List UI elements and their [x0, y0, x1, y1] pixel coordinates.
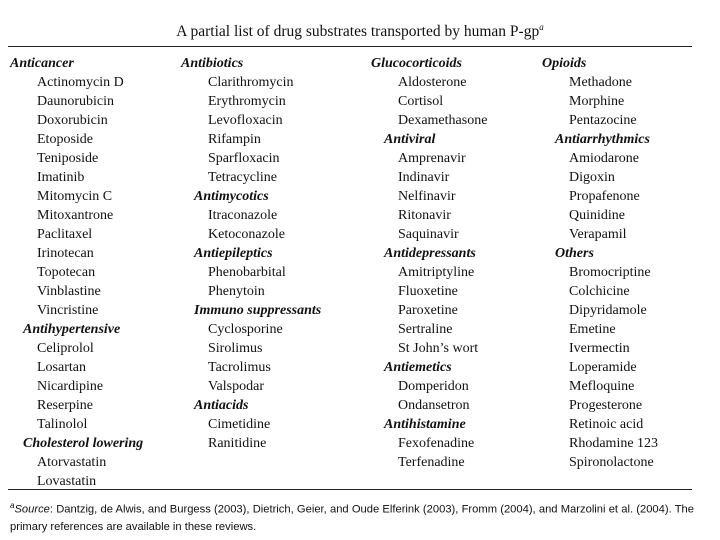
title-footnote-mark: a [539, 22, 544, 32]
drug-name: Morphine [569, 94, 625, 109]
category-heading: Opioids [542, 56, 587, 71]
drug-name: Irinotecan [37, 246, 94, 261]
drug-name: Clarithromycin [208, 75, 294, 90]
table-title [0, 22, 720, 41]
drug-name: Amiodarone [569, 151, 639, 166]
drug-name: Celiprolol [37, 341, 94, 356]
drug-name: Talinolol [37, 417, 88, 432]
drug-name: Progesterone [569, 398, 643, 413]
drug-name: Terfenadine [398, 455, 465, 470]
footnote-mark: a [10, 501, 15, 510]
drug-name: Sparfloxacin [208, 151, 280, 166]
category-heading: Antihypertensive [23, 322, 121, 337]
category-heading: Antiarrhythmics [555, 132, 650, 147]
column-1 [10, 54, 143, 491]
drug-name: Loperamide [569, 360, 637, 375]
drug-name: Lovastatin [37, 474, 97, 489]
drug-name: Cortisol [398, 94, 444, 109]
drug-name: Rhodamine 123 [569, 436, 659, 451]
drug-name: Tacrolimus [208, 360, 271, 375]
footnote [10, 497, 694, 536]
drug-name: Amitriptyline [398, 265, 475, 280]
category-heading: Antiviral [384, 132, 436, 147]
category-heading: Antiepileptics [194, 246, 273, 261]
category-heading: Cholesterol lowering [23, 436, 144, 451]
drug-name: Dexamethasone [398, 113, 488, 128]
drug-name: Mefloquine [569, 379, 635, 394]
drug-name: Sertraline [398, 322, 453, 337]
column-2 [181, 54, 321, 453]
drug-name: Nicardipine [37, 379, 104, 394]
drug-name: Retinoic acid [569, 417, 644, 432]
category-heading: Antimycotics [194, 189, 269, 204]
drug-name: Cyclosporine [208, 322, 283, 337]
drug-name: Mitoxantrone [37, 208, 114, 223]
drug-name: Digoxin [569, 170, 615, 185]
category-heading: Antibiotics [181, 56, 244, 71]
drug-name: Ondansetron [398, 398, 470, 413]
drug-name: Verapamil [569, 227, 627, 242]
drug-name: Actinomycin D [37, 75, 124, 90]
drug-name: Domperidon [398, 379, 469, 394]
drug-name: Amprenavir [398, 151, 466, 166]
drug-name: Doxorubicin [37, 113, 108, 128]
drug-name: Teniposide [37, 151, 99, 166]
drug-name: Methadone [569, 75, 632, 90]
drug-name: Phenobarbital [208, 265, 286, 280]
drug-name: Fluoxetine [398, 284, 458, 299]
category-heading: Glucocorticoids [371, 56, 462, 71]
drug-name: Mitomycin C [37, 189, 113, 204]
drug-name: Sirolimus [208, 341, 263, 356]
drug-name: Paroxetine [398, 303, 458, 318]
drug-name: Propafenone [569, 189, 640, 204]
drug-name: Ranitidine [208, 436, 267, 451]
category-heading: Antihistamine [384, 417, 466, 432]
category-heading: Anticancer [10, 56, 74, 71]
category-heading: Antiemetics [384, 360, 452, 375]
drug-name: Paclitaxel [37, 227, 93, 242]
bottom-rule [8, 489, 692, 490]
drug-name: Emetine [569, 322, 616, 337]
drug-name: Pentazocine [569, 113, 637, 128]
drug-name: Atorvastatin [37, 455, 107, 470]
category-heading: Antiacids [194, 398, 249, 413]
drug-name: Reserpine [37, 398, 93, 413]
drug-name: Cimetidine [208, 417, 271, 432]
drug-name: Daunorubicin [37, 94, 114, 109]
drug-name: Dipyridamole [569, 303, 647, 318]
top-rule [8, 46, 692, 47]
drug-name: Aldosterone [398, 75, 467, 90]
drug-name: Rifampin [208, 132, 261, 147]
column-3 [371, 54, 487, 472]
drug-name: Imatinib [37, 170, 85, 185]
drug-name: Bromocriptine [569, 265, 651, 280]
drug-name: Ketoconazole [208, 227, 285, 242]
drug-name: Etoposide [37, 132, 93, 147]
drug-name: Fexofenadine [398, 436, 475, 451]
drug-name: Topotecan [37, 265, 96, 280]
footnote-label: Source [14, 503, 50, 516]
drug-name: Erythromycin [208, 94, 286, 109]
footnote-text: : Dantzig, de Alwis, and Burgess (2003), Dietrich, Geier, and Oude Elferink (2003), Fromm (2004), and Marzolini et al. (2004). The primary references are available in these reviews. [10, 503, 694, 533]
drug-name: Vincristine [37, 303, 99, 318]
drug-name: Tetracycline [208, 170, 277, 185]
drug-name: Itraconazole [208, 208, 278, 223]
category-heading: Others [555, 246, 594, 261]
drug-name: Ivermectin [569, 341, 630, 356]
drug-name: Nelfinavir [398, 189, 456, 204]
table-title-text: A partial list of drug substrates transported by human P-gp [176, 23, 540, 41]
drug-name: Vinblastine [37, 284, 101, 299]
drug-name: Levofloxacin [208, 113, 283, 128]
drug-name: Phenytoin [208, 284, 265, 299]
drug-name: Saquinavir [398, 227, 459, 242]
drug-name: Quinidine [569, 208, 625, 223]
category-heading: Antidepressants [384, 246, 476, 261]
drug-name: Colchicine [569, 284, 630, 299]
column-4 [542, 54, 658, 472]
drug-name: Ritonavir [398, 208, 451, 223]
drug-name: Losartan [37, 360, 86, 375]
drug-name: St John’s wort [398, 341, 479, 356]
category-heading: Immuno suppressants [194, 303, 322, 318]
drug-name: Spironolactone [569, 455, 654, 470]
drug-name: Indinavir [398, 170, 450, 185]
drug-name: Valspodar [208, 379, 264, 394]
